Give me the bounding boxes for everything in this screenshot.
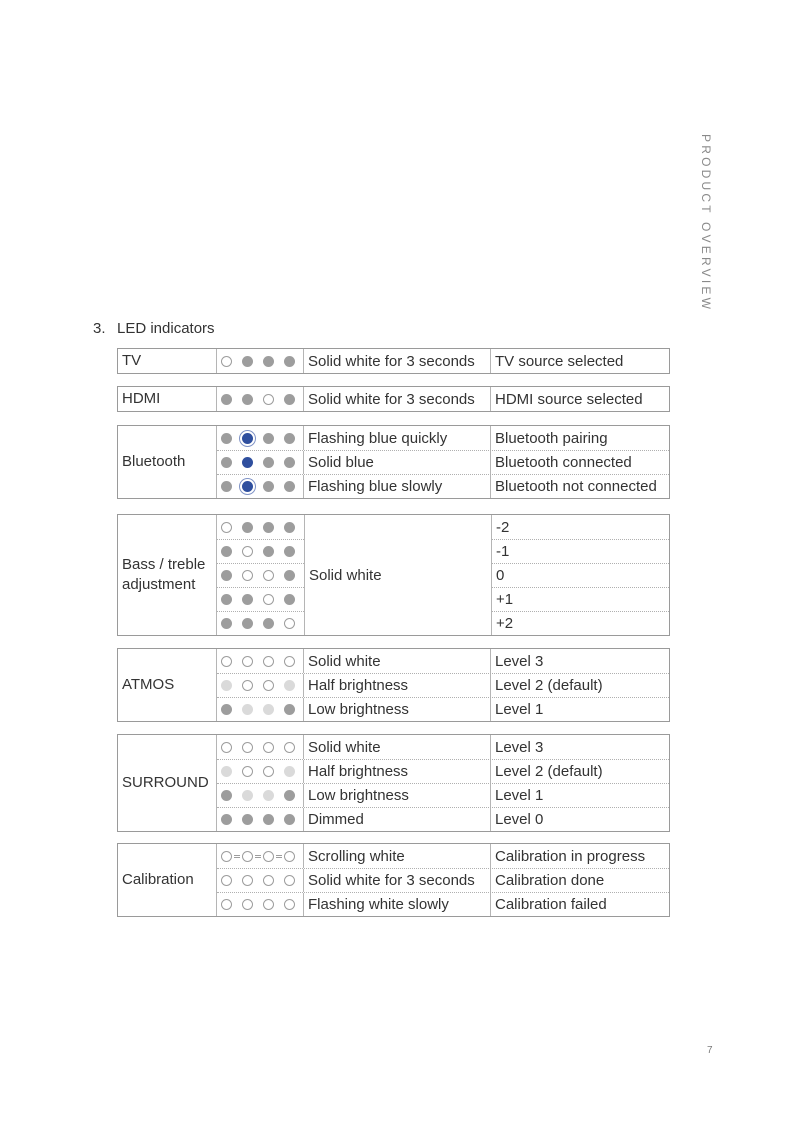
led-state: Solid white (304, 649, 491, 673)
led-state: Half brightness (304, 674, 491, 697)
scroll-dash-icon (276, 855, 282, 858)
table-row (217, 649, 669, 673)
scroll-dash-icon (234, 855, 240, 858)
led-pattern (217, 735, 304, 759)
table-row (217, 759, 669, 783)
led-on-icon (284, 522, 295, 533)
led-on-icon (284, 546, 295, 557)
led-pattern (217, 475, 304, 498)
led-off-icon (242, 680, 253, 691)
led-flash-icon (242, 433, 253, 444)
led-on-icon (263, 618, 274, 629)
led-on-icon (242, 594, 253, 605)
led-on-icon (263, 814, 274, 825)
led-on-icon (221, 433, 232, 444)
led-meaning: +2 (492, 611, 669, 635)
led-dim-icon (242, 704, 253, 715)
led-state: Solid blue (304, 451, 491, 474)
table-row (217, 387, 669, 411)
group-name: Bluetooth (118, 426, 217, 498)
led-pattern (217, 587, 304, 611)
led-on-icon (284, 457, 295, 468)
led-meaning: -2 (496, 518, 510, 536)
led-on-icon (221, 594, 232, 605)
led-off-icon (284, 875, 295, 886)
led-off-icon (242, 656, 253, 667)
table-row (217, 426, 669, 450)
led-on-icon (263, 356, 274, 367)
led-off-icon (221, 522, 232, 533)
table-row (217, 892, 669, 916)
led-meaning: Bluetooth not connected (495, 478, 657, 495)
led-on-icon (284, 814, 295, 825)
led-dim-icon (263, 790, 274, 801)
led-off-icon (263, 875, 274, 886)
led-pattern (217, 563, 304, 587)
led-state: Solid white for 3 seconds (304, 869, 491, 892)
led-on-icon (263, 546, 274, 557)
led-group-surround (117, 734, 670, 832)
led-on-icon (284, 594, 295, 605)
table-row (217, 450, 669, 474)
table-row (217, 868, 669, 892)
led-pattern (217, 674, 304, 697)
led-pattern (217, 784, 304, 807)
led-off-icon (221, 742, 232, 753)
led-off-icon (263, 394, 274, 405)
led-meaning: 0 (492, 563, 669, 587)
led-meaning: HDMI source selected (495, 390, 643, 408)
group-name: TV (118, 349, 217, 373)
led-pattern (217, 844, 304, 868)
led-on-icon (263, 457, 274, 468)
page-number: 7 (707, 1045, 713, 1056)
led-group-calibration (117, 843, 670, 917)
led-scroll-icon (221, 851, 232, 862)
led-on-icon (221, 790, 232, 801)
led-off-icon (284, 742, 295, 753)
led-group-atmos (117, 648, 670, 722)
led-on-icon (284, 433, 295, 444)
led-dim-icon (263, 704, 274, 715)
led-meaning: Level 3 (495, 652, 544, 670)
led-pattern (217, 649, 304, 673)
led-off-icon (263, 742, 274, 753)
led-group-tv (117, 348, 670, 374)
table-row (217, 844, 669, 868)
led-meaning: +1 (492, 587, 669, 611)
led-dim-icon (284, 680, 295, 691)
table-row (217, 807, 669, 831)
table-row (217, 474, 669, 498)
led-state: Low brightness (304, 784, 491, 807)
led-meaning: Level 3 (495, 738, 544, 756)
led-on-icon (284, 570, 295, 581)
led-pattern (217, 515, 304, 539)
led-on-icon (284, 356, 295, 367)
led-on-icon (263, 481, 274, 492)
table-row (217, 697, 669, 721)
led-dim-icon (221, 680, 232, 691)
led-on-icon (284, 704, 295, 715)
table-row (217, 783, 669, 807)
section-number: 3. (93, 320, 106, 337)
led-off-icon (242, 875, 253, 886)
led-state: Solid white (304, 735, 491, 759)
led-off-icon (242, 766, 253, 777)
led-meaning: Calibration done (495, 872, 605, 889)
led-off-icon (221, 899, 232, 910)
led-on-icon (263, 522, 274, 533)
led-off-icon (221, 656, 232, 667)
led-off-icon (263, 656, 274, 667)
led-off-icon (221, 875, 232, 886)
scroll-dash-icon (255, 855, 261, 858)
led-pattern (217, 760, 304, 783)
led-scroll-icon (263, 851, 274, 862)
group-name: Calibration (118, 844, 217, 916)
led-off-icon (242, 742, 253, 753)
group-name: HDMI (118, 387, 217, 411)
led-on-icon (221, 814, 232, 825)
led-group-hdmi (117, 386, 670, 412)
led-state: Flashing white slowly (304, 893, 491, 916)
led-meaning: Level 2 (default) (495, 763, 603, 780)
led-state: Flashing blue quickly (304, 426, 491, 450)
led-meaning: Calibration failed (495, 896, 607, 913)
table-row (217, 735, 669, 759)
led-pattern (217, 387, 304, 411)
led-meaning: Level 0 (495, 811, 544, 828)
led-meaning: Level 2 (default) (495, 677, 603, 694)
led-pattern (217, 698, 304, 721)
led-off-icon (284, 899, 295, 910)
led-meaning: Level 1 (495, 787, 544, 804)
led-meaning: Calibration in progress (495, 847, 646, 865)
led-off-icon (263, 594, 274, 605)
led-state: Half brightness (304, 760, 491, 783)
led-meaning: Bluetooth pairing (495, 429, 608, 447)
led-state: Low brightness (304, 698, 491, 721)
led-on-icon (221, 704, 232, 715)
led-pattern (217, 451, 304, 474)
led-state: Dimmed (304, 808, 491, 831)
led-on-icon (284, 481, 295, 492)
led-off-icon (242, 570, 253, 581)
led-on-icon (242, 522, 253, 533)
led-on-icon (284, 394, 295, 405)
group-name: SURROUND (118, 735, 217, 831)
led-dim-icon (221, 766, 232, 777)
led-group-bass-treble (117, 514, 670, 636)
led-dim-icon (242, 790, 253, 801)
led-on-icon (242, 394, 253, 405)
led-group-bluetooth (117, 425, 670, 499)
led-off-icon (284, 618, 295, 629)
section-title: LED indicators (117, 320, 215, 337)
led-pattern (217, 893, 304, 916)
led-state: Solid white (305, 515, 492, 635)
led-scroll-icon (242, 851, 253, 862)
led-off-icon (263, 570, 274, 581)
table-row (217, 673, 669, 697)
led-pattern (217, 539, 304, 563)
led-on-icon (221, 481, 232, 492)
led-meaning: TV source selected (495, 352, 624, 370)
led-on-icon (221, 570, 232, 581)
led-on-icon (221, 394, 232, 405)
led-flash-icon (242, 481, 253, 492)
led-state: Flashing blue slowly (304, 475, 491, 498)
led-off-icon (263, 899, 274, 910)
led-meaning: Bluetooth connected (495, 454, 632, 471)
led-on-icon (284, 790, 295, 801)
led-state: Solid white for 3 seconds (304, 349, 491, 373)
led-meaning: Level 1 (495, 701, 544, 718)
led-pattern (217, 611, 304, 635)
group-name: Bass / treble adjustment (118, 515, 217, 635)
led-off-icon (242, 899, 253, 910)
led-on-icon (263, 433, 274, 444)
led-off-icon (263, 766, 274, 777)
led-state: Solid white for 3 seconds (304, 387, 491, 411)
led-pattern (217, 349, 304, 373)
led-off-icon (284, 656, 295, 667)
led-off-icon (263, 680, 274, 691)
led-pattern (217, 808, 304, 831)
led-blue-icon (242, 457, 253, 468)
led-scroll-icon (284, 851, 295, 862)
led-pattern (217, 869, 304, 892)
led-state: Scrolling white (304, 844, 491, 868)
section-heading (93, 320, 215, 337)
led-on-icon (221, 618, 232, 629)
table-row (217, 349, 669, 373)
led-on-icon (242, 814, 253, 825)
group-name: ATMOS (118, 649, 217, 721)
led-meaning: -1 (492, 539, 669, 563)
led-on-icon (242, 618, 253, 629)
led-on-icon (242, 356, 253, 367)
led-on-icon (221, 457, 232, 468)
led-dim-icon (284, 766, 295, 777)
led-pattern (217, 426, 304, 450)
led-off-icon (221, 356, 232, 367)
side-tab-label: PRODUCT OVERVIEW (699, 134, 713, 313)
led-on-icon (221, 546, 232, 557)
led-off-icon (242, 546, 253, 557)
